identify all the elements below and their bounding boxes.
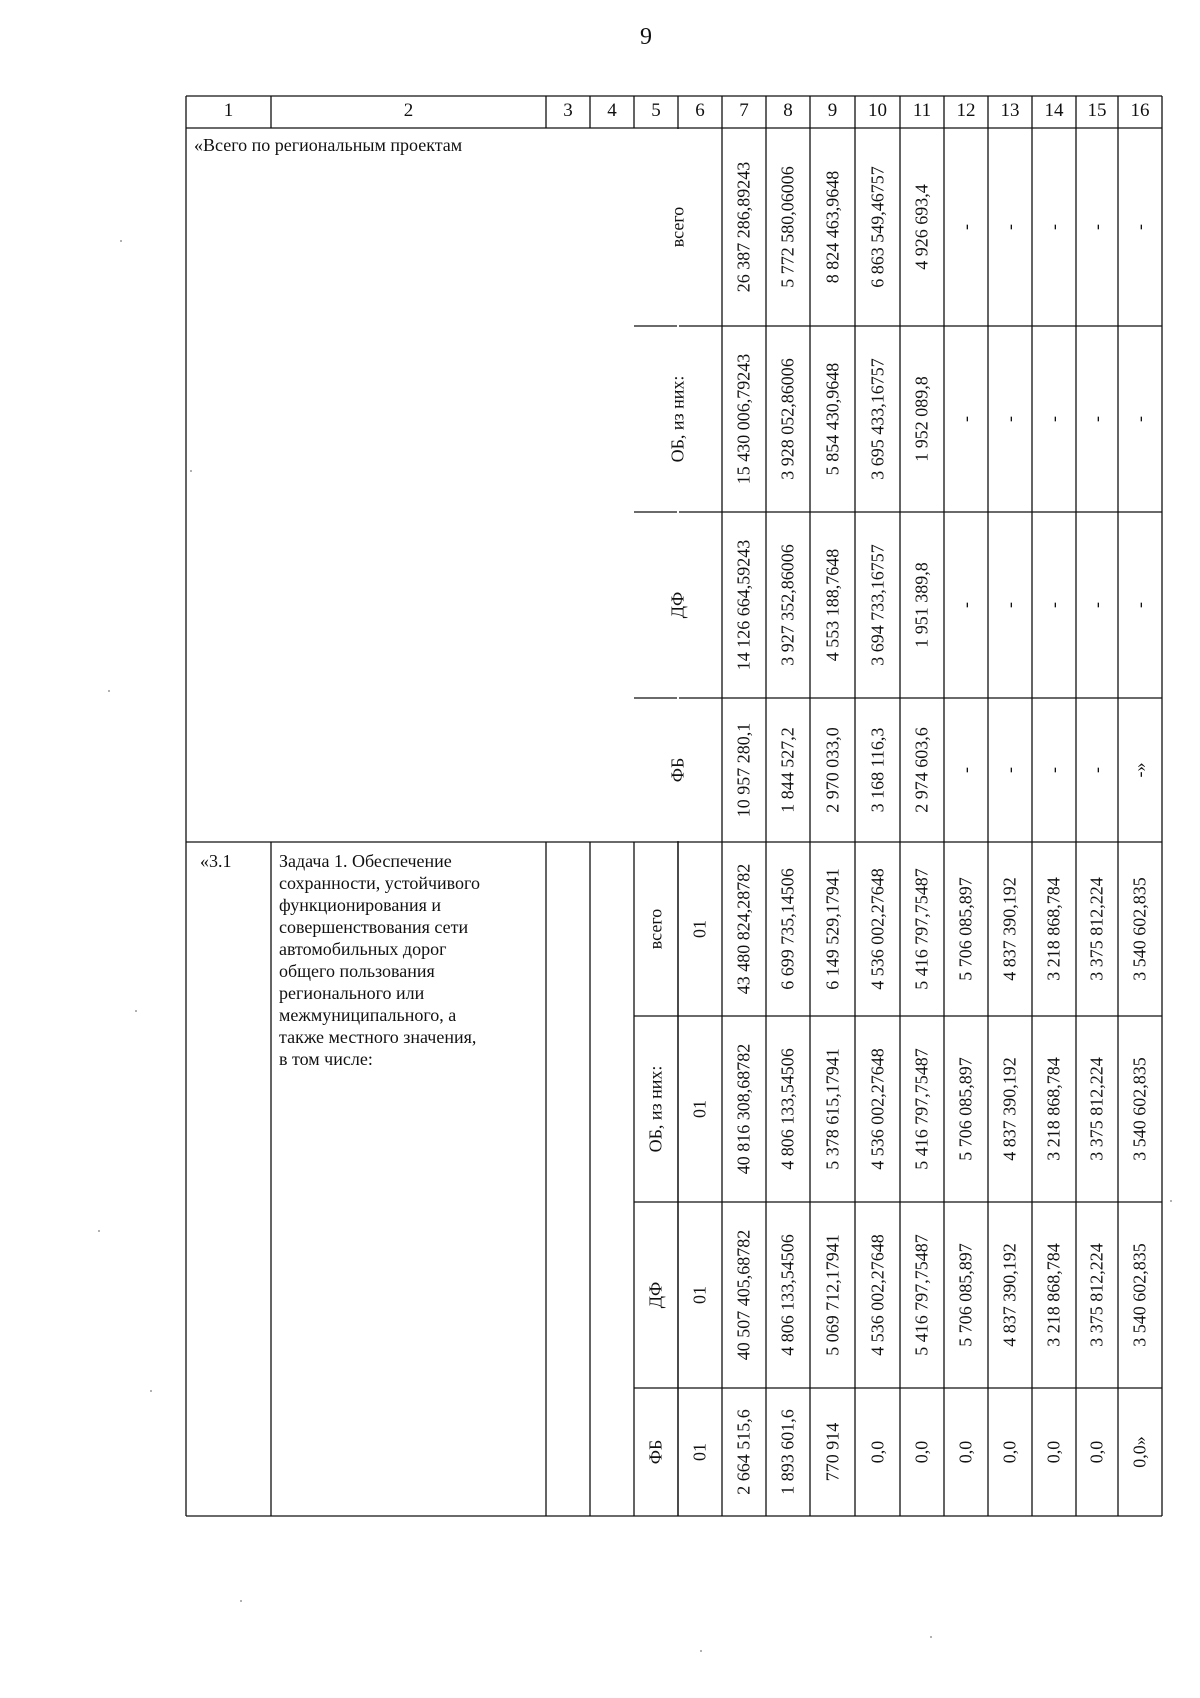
b2-value-cell [722,1202,766,1388]
b1-value-cell [944,512,988,698]
b2-group-code [678,1202,722,1388]
b2-value-cell [810,1016,855,1202]
b1-value-cell [944,128,988,326]
b1-value-cell-text: - [1086,602,1107,608]
b2-value-cell [766,1388,810,1516]
b2-value-cell-text: 5 706 085,897 [955,877,976,981]
b2-value-cell [988,842,1032,1016]
task-description-line: регионального или [279,983,425,1003]
b1-group-label-text: ДФ [667,591,688,619]
b2-value-cell-text: 5 416 797,75487 [911,868,932,990]
column-number-12: 12 [956,100,976,121]
b1-value-cell [722,128,766,326]
b2-value-cell-text: 770 914 [822,1422,842,1482]
b1-value-cell [1118,326,1162,512]
b1-value-cell [1032,128,1076,326]
task-description-line: совершенствования сети [279,917,469,937]
task-description-line: функционирования и [279,895,442,915]
b1-value-cell-text: -» [1129,762,1150,778]
scan-speck [700,1650,702,1652]
b1-value-cell [810,512,855,698]
b2-value-cell [855,1016,900,1202]
b1-value-cell-text: 4 926 693,4 [911,184,932,270]
b2-group-code-text: 01 [689,1286,710,1304]
b1-group-label-text: всего [667,206,688,248]
b1-value-cell [1032,698,1076,842]
b1-value-cell-text: - [1129,602,1150,608]
b1-value-cell [855,512,900,698]
scan-speck [135,1010,137,1012]
b2-value-cell-text: 5 416 797,75487 [911,1234,932,1356]
column-number-8: 8 [783,100,793,121]
b1-value-cell-text: 15 430 006,79243 [733,353,754,485]
b1-value-cell [900,698,944,842]
b1-value-cell [855,698,900,842]
b1-value-cell [900,512,944,698]
b2-group-label-text: ДФ [645,1281,666,1309]
b1-group-label-text: ФБ [667,757,688,783]
b2-value-cell [810,1388,855,1516]
b2-value-cell [988,1202,1032,1388]
b1-value-cell [810,698,855,842]
b2-value-cell [1076,842,1118,1016]
b1-value-cell-text: 3 694 733,16757 [867,544,887,666]
b1-value-cell-text: - [955,224,976,230]
b1-value-cell-text: - [999,602,1020,608]
scan-speck [98,1230,100,1232]
b2-value-cell-text: 4 806 133,54506 [777,1048,798,1170]
b2-value-cell-text: 3 375 812,224 [1086,877,1107,981]
b1-value-cell [1032,512,1076,698]
b1-value-cell-text: 1 951 389,8 [911,562,932,648]
b1-value-cell [944,698,988,842]
b2-group-code [678,1016,722,1202]
b1-value-cell-text: - [999,767,1020,773]
b1-value-cell [810,128,855,326]
b2-value-cell-text: 0,0 [1086,1440,1107,1464]
b2-value-cell-text: 5 378 615,17941 [822,1048,842,1170]
task-number: «3.1 [200,851,232,871]
b2-value-cell [900,1016,944,1202]
column-number-1: 1 [223,100,234,121]
b2-value-cell [1076,1202,1118,1388]
column-number-16: 16 [1130,100,1150,121]
task-description-line: общего пользования [279,961,435,981]
b1-value-cell [766,512,810,698]
b2-value-cell [722,1016,766,1202]
b2-value-cell-text: 6 699 735,14506 [777,868,798,990]
b2-value-cell [1076,1016,1118,1202]
b2-value-cell-text: 6 149 529,17941 [822,868,842,990]
b2-value-cell-text: 0,0 [867,1440,887,1464]
task-description [279,850,480,1070]
b1-group-label-text: ОБ, из них: [667,375,688,463]
b1-value-cell-text: 14 126 664,59243 [733,539,754,671]
column-number-4: 4 [607,100,617,121]
b2-value-cell-text: 5 069 712,17941 [822,1234,842,1356]
b1-value-cell-text: 8 824 463,9648 [822,170,842,284]
b1-value-cell-text: - [1129,224,1150,230]
b1-value-cell [988,326,1032,512]
b1-value-cell-text: - [1086,767,1107,773]
b2-value-cell-text: 0,0» [1129,1436,1150,1468]
scan-speck [108,690,110,692]
column-number-6: 6 [695,100,705,121]
b2-value-cell [766,1016,810,1202]
scan-speck [120,240,122,242]
b1-value-cell [766,326,810,512]
b1-value-cell-text: 6 863 549,46757 [867,166,887,288]
b1-value-cell-text: - [999,416,1020,422]
b1-value-cell [1076,128,1118,326]
b2-value-cell-text: 43 480 824,28782 [733,863,754,995]
b1-value-cell-text: 3 928 052,86006 [777,358,798,480]
column-number-2: 2 [403,100,414,121]
b1-value-cell-text: 5 772 580,06006 [777,166,798,288]
b1-value-cell [855,326,900,512]
scan-speck [930,1636,932,1638]
b1-value-cell-text: 2 970 033,0 [822,727,842,813]
b1-value-cell [988,698,1032,842]
b1-value-cell-text: - [955,602,976,608]
b2-value-cell [722,1388,766,1516]
b1-value-cell-text: - [1043,224,1064,230]
b2-value-cell [944,1016,988,1202]
b1-value-cell [900,326,944,512]
b1-value-cell-text: 26 387 286,89243 [733,161,754,293]
task-description-line: Задача 1. Обеспечение [279,851,452,871]
column-number-11: 11 [912,100,932,121]
scan-speck [1170,1200,1172,1202]
b2-value-cell-text: 0,0 [1043,1440,1064,1464]
b2-group-code-text: 01 [689,1443,710,1461]
b2-value-cell-text: 3 540 602,835 [1129,1243,1150,1347]
b2-value-cell [988,1016,1032,1202]
scan-speck [190,470,192,472]
b1-value-cell-text: 4 553 188,7648 [822,548,842,662]
b1-value-cell-text: 10 957 280,1 [733,722,754,818]
b1-value-cell-text: 3 927 352,86006 [777,544,798,666]
scan-speck [240,1600,242,1602]
b2-value-cell-text: 5 416 797,75487 [911,1048,932,1170]
b2-value-cell-text: 5 706 085,897 [955,1057,976,1161]
b2-value-cell [1118,1202,1162,1388]
b1-value-cell [810,326,855,512]
b2-value-cell [855,1388,900,1516]
regional-projects-total-label: «Всего по региональным проектам [194,135,463,155]
column-number-9: 9 [827,100,838,121]
b2-value-cell-text: 2 664 515,6 [733,1409,754,1495]
column-number-15: 15 [1087,100,1107,121]
b1-value-cell-text: 3 695 433,16757 [867,358,887,480]
b2-value-cell [722,842,766,1016]
b2-value-cell [1032,1016,1076,1202]
task-description-line: в том числе: [279,1049,373,1069]
b1-value-cell [766,698,810,842]
b1-value-cell-text: 3 168 116,3 [867,727,887,813]
b1-value-cell-text: 5 854 430,9648 [822,362,842,476]
b1-value-cell-text: 1 844 527,2 [777,727,798,813]
b1-value-cell [988,128,1032,326]
b2-group-label-text: всего [645,908,666,950]
b1-value-cell-text: - [1086,416,1107,422]
b2-value-cell [1032,1388,1076,1516]
b2-group-label [634,1388,678,1516]
b1-group-label [634,128,722,326]
b2-value-cell-text: 0,0 [911,1440,932,1464]
b2-value-cell [944,1388,988,1516]
b2-value-cell [900,1202,944,1388]
b2-value-cell-text: 0,0 [999,1440,1020,1464]
b2-value-cell-text: 4 806 133,54506 [777,1234,798,1356]
b2-group-label-text: ОБ, из них: [645,1065,666,1153]
b2-value-cell [1076,1388,1118,1516]
b2-value-cell [766,1202,810,1388]
b2-value-cell [1118,1388,1162,1516]
b2-group-label [634,1202,678,1388]
b1-value-cell [722,698,766,842]
b2-value-cell-text: 5 706 085,897 [955,1243,976,1347]
b1-value-cell [900,128,944,326]
b2-value-cell [1032,842,1076,1016]
b1-value-cell-text: 1 952 089,8 [911,376,932,462]
b2-group-code-text: 01 [689,1100,710,1118]
b1-value-cell [1076,326,1118,512]
b2-value-cell [1118,842,1162,1016]
page-number: 9 [640,24,652,50]
b1-value-cell-text: - [955,767,976,773]
b2-value-cell-text: 40 507 405,68782 [733,1229,754,1361]
b1-value-cell [1076,512,1118,698]
b2-value-cell [855,1202,900,1388]
task-description-line: межмуниципального, а [279,1005,457,1025]
column-number-14: 14 [1044,100,1064,121]
task-description-line: автомобильных дорог [279,939,447,959]
scan-speck [150,1390,152,1392]
b2-group-code [678,842,722,1016]
b2-value-cell-text: 0,0 [955,1440,976,1464]
column-number-13: 13 [1000,100,1020,121]
b2-value-cell [900,842,944,1016]
b2-value-cell [900,1388,944,1516]
b1-value-cell-text: - [1043,767,1064,773]
b2-value-cell [766,842,810,1016]
b2-value-cell [855,842,900,1016]
b2-value-cell-text: 3 540 602,835 [1129,877,1150,981]
b1-value-cell [766,128,810,326]
column-number-5: 5 [651,100,661,121]
column-number-10: 10 [868,100,887,121]
b2-value-cell-text: 40 816 308,68782 [733,1043,754,1175]
b2-value-cell-text: 4 837 390,192 [999,1057,1020,1161]
b1-value-cell-text: - [1043,416,1064,422]
b1-value-cell [1032,326,1076,512]
b1-value-cell-text: - [1086,224,1107,230]
b2-value-cell [810,1202,855,1388]
b2-value-cell-text: 3 218 868,784 [1043,1243,1064,1347]
b2-group-code [678,1388,722,1516]
b1-value-cell [722,512,766,698]
b2-group-label-text: ФБ [645,1439,666,1465]
b1-value-cell-text: - [1043,602,1064,608]
b2-value-cell-text: 4 837 390,192 [999,877,1020,981]
b2-value-cell [810,842,855,1016]
b2-value-cell-text: 3 218 868,784 [1043,877,1064,981]
b1-value-cell [1076,698,1118,842]
b1-value-cell [1118,698,1162,842]
b2-value-cell-text: 3 540 602,835 [1129,1057,1150,1161]
column-number-3: 3 [563,100,573,121]
column-number-7: 7 [739,100,749,121]
b2-group-label [634,1016,678,1202]
b2-group-code-text: 01 [689,920,710,938]
b2-value-cell [1118,1016,1162,1202]
b1-value-cell-text: - [1129,416,1150,422]
b2-value-cell [944,842,988,1016]
b2-value-cell [944,1202,988,1388]
b2-value-cell [988,1388,1032,1516]
b2-value-cell-text: 3 218 868,784 [1043,1057,1064,1161]
b1-value-cell [1118,512,1162,698]
b1-value-cell [944,326,988,512]
b1-group-label [634,512,722,698]
b1-value-cell-text: - [955,416,976,422]
b2-group-label [634,842,678,1016]
b2-value-cell-text: 3 375 812,224 [1086,1057,1107,1161]
b2-value-cell [1032,1202,1076,1388]
task-description-line: также местного значения, [279,1027,477,1047]
b1-value-cell [1118,128,1162,326]
b1-value-cell [722,326,766,512]
b1-value-cell-text: 2 974 603,6 [911,727,932,813]
b2-value-cell-text: 4 536 002,27648 [867,1048,887,1170]
b2-value-cell-text: 4 536 002,27648 [867,1234,887,1356]
task-description-line: сохранности, устойчивого [279,873,480,893]
b1-group-label [634,698,722,842]
b2-value-cell-text: 4 837 390,192 [999,1243,1020,1347]
b1-value-cell [855,128,900,326]
b2-value-cell-text: 3 375 812,224 [1086,1243,1107,1347]
b2-value-cell-text: 4 536 002,27648 [867,868,887,990]
b1-group-label [634,326,722,512]
b2-value-cell-text: 1 893 601,6 [777,1409,798,1495]
b1-value-cell [988,512,1032,698]
b1-value-cell-text: - [999,224,1020,230]
